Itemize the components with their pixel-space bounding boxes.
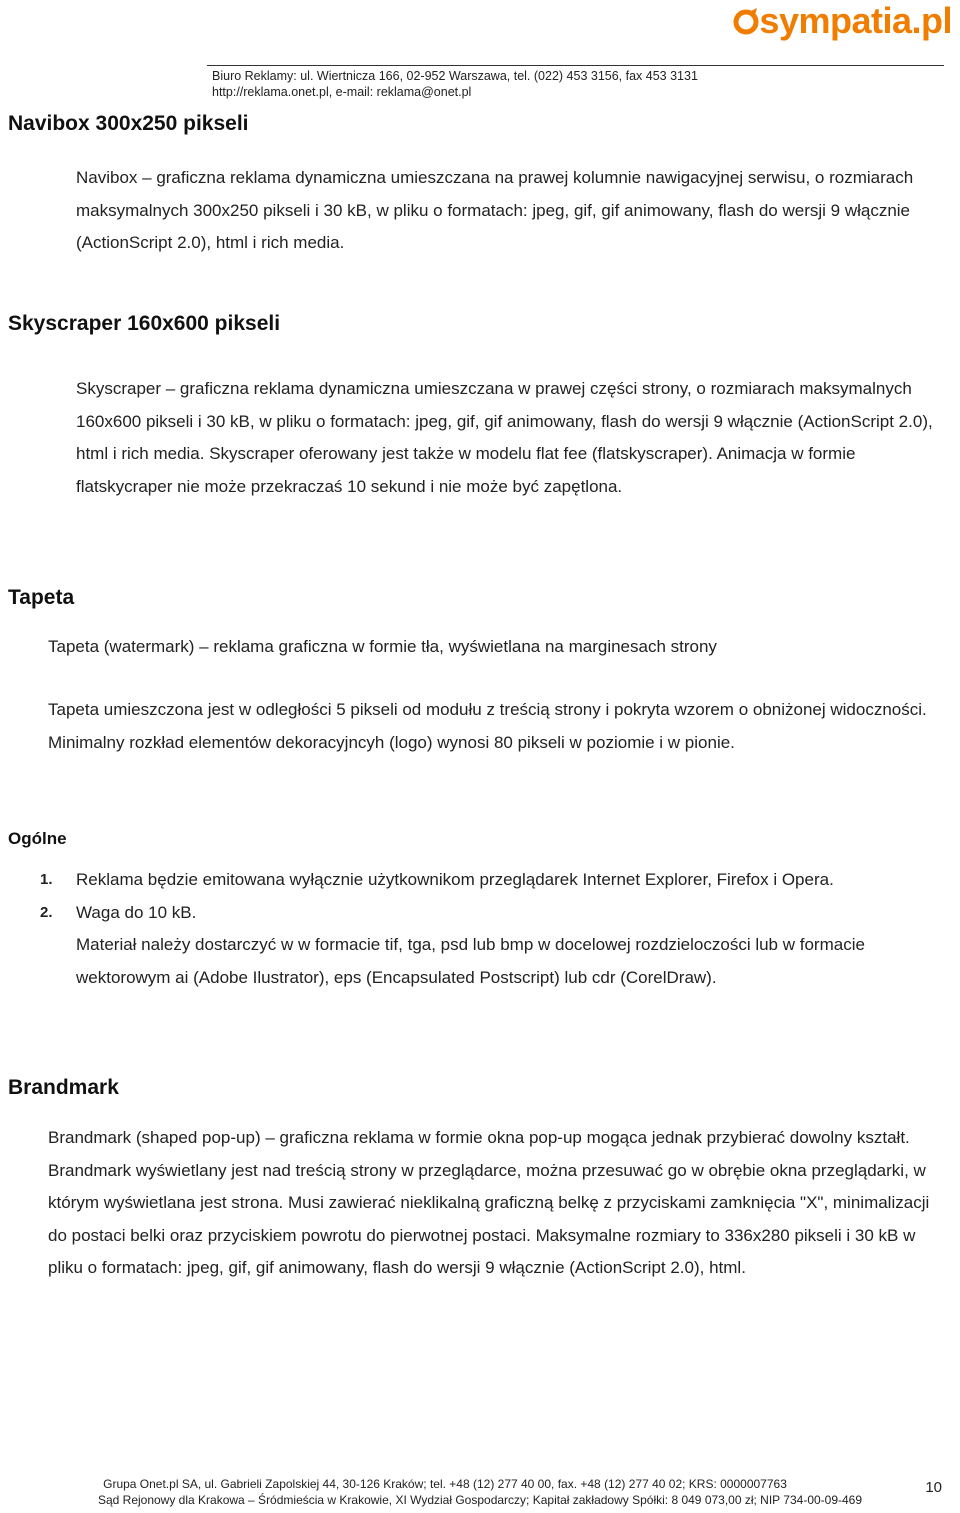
header-links: http://reklama.onet.pl, e-mail: reklama@onet.pl	[212, 85, 472, 99]
list-item-number: 1.	[40, 871, 53, 888]
list-item	[40, 864, 920, 897]
list-item-text: Reklama będzie emitowana wyłącznie użytkownikom przeglądarek Internet Explorer, Firefox i Opera.	[76, 870, 834, 889]
heading-brandmark: Brandmark	[8, 1076, 119, 1099]
header-address: Biuro Reklamy: ul. Wiertnicza 166, 02-952 Warszawa, tel. (022) 453 3156, fax 453 3131	[212, 69, 698, 83]
paragraph-navibox: Navibox – graficzna reklama dynamiczna umieszczana na prawej kolumnie nawigacyjnej serwisu, o rozmiarach maksymalnych 300x250 pikseli i 30 kB, w pliku o formatach: jpeg, gif, gif animowany, flash do wersji 9 włącznie (ActionScript 2.0), html i rich media.	[76, 168, 914, 252]
sympatia-logo-swirl-icon	[733, 7, 759, 37]
list-continuation-text: Materiał należy dostarczyć w w formacie tif, tga, psd lub bmp w docelowej rozdzieloczości lub w formacie wektorowym ai (Adobe Ilustrator), eps (Encapsulated Postscript) lub cdr (CorelDraw).	[76, 935, 865, 987]
paragraph-skyscraper: Skyscraper – graficzna reklama dynamiczna umieszczana w prawej części strony, o rozmiarach maksymalnych 160x600 pikseli i 30 kB, w pliku o formatach: jpeg, gif, gif animowany, flash do wersji 9 włącznie (ActionScript 2.0), html i rich media. Skyscraper oferowany jest także w modelu flat fee (flatskyscraper). Animacja w formie flatskycraper nie może przekraczaś 10 sekund i nie może być zapętlona.	[76, 379, 933, 496]
page-number: 10	[925, 1479, 942, 1496]
logo-text: sympatia.pl	[759, 0, 952, 41]
footer-registry-info: Sąd Rejonowy dla Krakowa – Śródmieścia w Krakowie, XI Wydział Gospodarczy; Kapitał zakładowy Spółki: 8 049 073,00 zł; NIP 734-00-09-469	[97, 1493, 863, 1507]
paragraph-brandmark: Brandmark (shaped pop-up) – graficzna reklama w formie okna pop-up mogąca jednak przybierać dowolny kształt. Brandmark wyświetlany jest nad treścią strony w przeglądarce, można przesuwać go w obrębie okna przeglądarki, w którym wyświetlana jest strona. Musi zawierać nieklikalną graficzną belkę z przyciskami zamknięcia "X", minimalizacji do postaci belki oraz przyciskiem powrotu do pierwotnej postaci. Maksymalne rozmiary to 336x280 pikseli i 30 kB w pliku o formatach: jpeg, gif, gif animowany, flash do wersji 9 włącznie (ActionScript 2.0), html.	[48, 1128, 930, 1277]
paragraph-tapeta-details: Tapeta umieszczona jest w odległości 5 pikseli od modułu z treścią strony i pokryta wzorem o obniżonej widoczności. Minimalny rozkład elementów dekoracyjncyh (logo) wynosi 80 pikseli w poziomie i w pionie.	[48, 700, 927, 752]
list-item-number: 2.	[40, 903, 53, 921]
heading-skyscraper: Skyscraper 160x600 pikseli	[8, 312, 281, 335]
header-divider	[207, 65, 944, 66]
header-contact	[212, 68, 698, 100]
sympatia-logo	[733, 0, 952, 42]
heading-tapeta: Tapeta	[8, 586, 75, 609]
list-item-text: Waga do 10 kB.	[76, 902, 197, 922]
paragraph-tapeta-intro: Tapeta (watermark) – reklama graficzna w formie tła, wyświetlana na marginesach strony	[48, 637, 717, 656]
list-item	[40, 897, 920, 930]
footer-company-info: Grupa Onet.pl SA, ul. Gabrieli Zapolskiej 44, 30-126 Kraków; tel. +48 (12) 277 40 00, fax. +48 (12) 277 40 02; KRS: 0000007763	[103, 1477, 787, 1491]
general-requirements-list	[40, 864, 920, 994]
heading-ogolne: Ogólne	[8, 829, 67, 848]
heading-navibox: Navibox 300x250 pikseli	[8, 112, 249, 135]
page-footer	[0, 1476, 960, 1508]
